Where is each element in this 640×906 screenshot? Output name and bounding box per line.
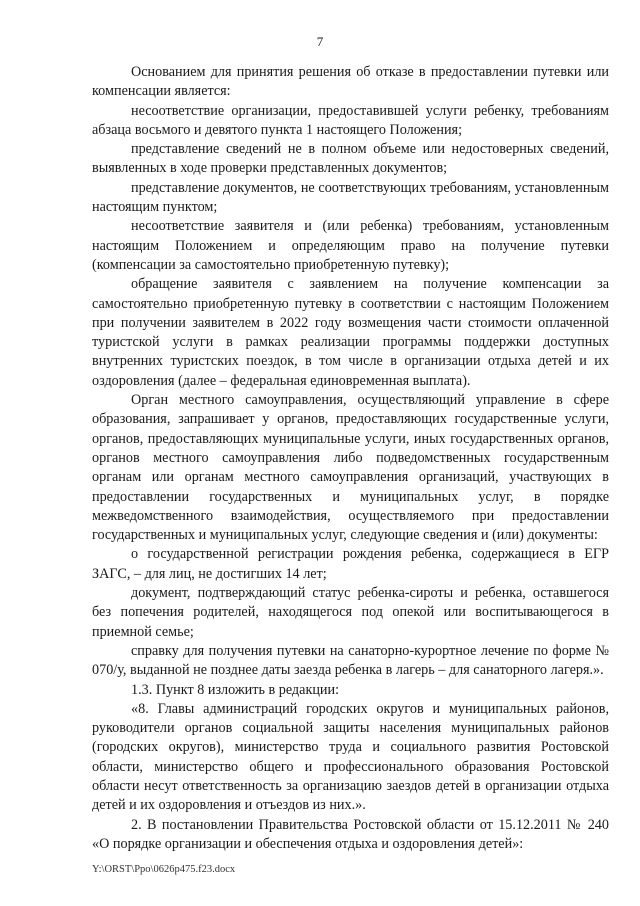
paragraph: о государственной регистрации рождения ребенка, содержащиеся в ЕГР ЗАГС, – для лиц, не достигших 14 лет; bbox=[92, 546, 609, 582]
paragraph: справку для получения путевки на санаторно-курортное лечение по форме № 070/у, выданной не позднее даты заезда ребенка в лагерь – для санаторного лагеря.». bbox=[92, 642, 609, 679]
paragraph: несоответствие организации, предоставившей услуги ребенку, требованиям абзаца восьмого и девятого пункта 1 настоящего Положения; bbox=[92, 102, 609, 138]
paragraph: 2. В постановлении Правительства Ростовской области от 15.12.2011 № 240 «О порядке организации и обеспечения отдыха и оздоровления детей»: bbox=[92, 816, 609, 852]
paragraph: несоответствие заявителя и (или ребенка) требованиям, установленным настоящим Положением и определяющим право на получение путевки (компенсации за самостоятельно приобретенную путевку); bbox=[92, 218, 609, 273]
page-number: 7 bbox=[316, 34, 324, 49]
paragraph: Основанием для принятия решения об отказе в предоставлении путевки или компенсации является: bbox=[92, 64, 609, 100]
paragraph: 1.3. Пункт 8 изложить в редакции: bbox=[131, 681, 340, 698]
paragraph: Орган местного самоуправления, осуществляющий управление в сфере образования, запрашивает у органов, предоставляющих государственные услуги, органов, предоставляющих муниципальные услуги, иных государственных органов, органов местного самоуправления либо подведомственных государственным органам или органам местного самоуправления организаций, участвующих в предоставлении государственных и муниципальных услуг, в порядке межведомственного взаимодействия, осуществляемого при предоставлении государственных и муниципальных услуг, следующие сведения и (или) документы: bbox=[92, 392, 609, 544]
paragraph: представление документов, не соответствующих требованиям, установленным настоящим пунктом; bbox=[92, 179, 609, 216]
paragraph: документ, подтверждающий статус ребенка-сироты и ребенка, оставшегося без попечения родителей, находящегося под опекой или воспитывающегося в приемной семье; bbox=[92, 585, 609, 640]
paragraph: обращение заявителя с заявлением на получение компенсации за самостоятельно приобретенную путевку в соответствии с настоящим Положением при получении заявителем в 2022 году возмещения части стоимости оплаченной туристской услуги в рамках реализации программы поддержки доступных внутренних туристских поездок, в том числе в организации отдыха детей и их оздоровления (далее – федеральная единовременная выплата). bbox=[92, 276, 609, 389]
file-path-footer: Y:\ORST\Ppo\0626p475.f23.docx bbox=[92, 864, 236, 875]
paragraph: представление сведений не в полном объеме или недостоверных сведений, выявленных в ходе проверки представленных документов; bbox=[92, 141, 609, 177]
paragraph: «8. Главы администраций городских округов и муниципальных районов, руководители органов социальной защиты населения муниципальных районов (городских округов), министерство труда и социального развития Ростовской области, министерство общего и профессионального образования Ростовской области несут ответственность за организацию заездов детей в организации отдыха детей и их оздоровления и отъездов из них.». bbox=[92, 700, 609, 814]
document-body bbox=[92, 63, 609, 854]
